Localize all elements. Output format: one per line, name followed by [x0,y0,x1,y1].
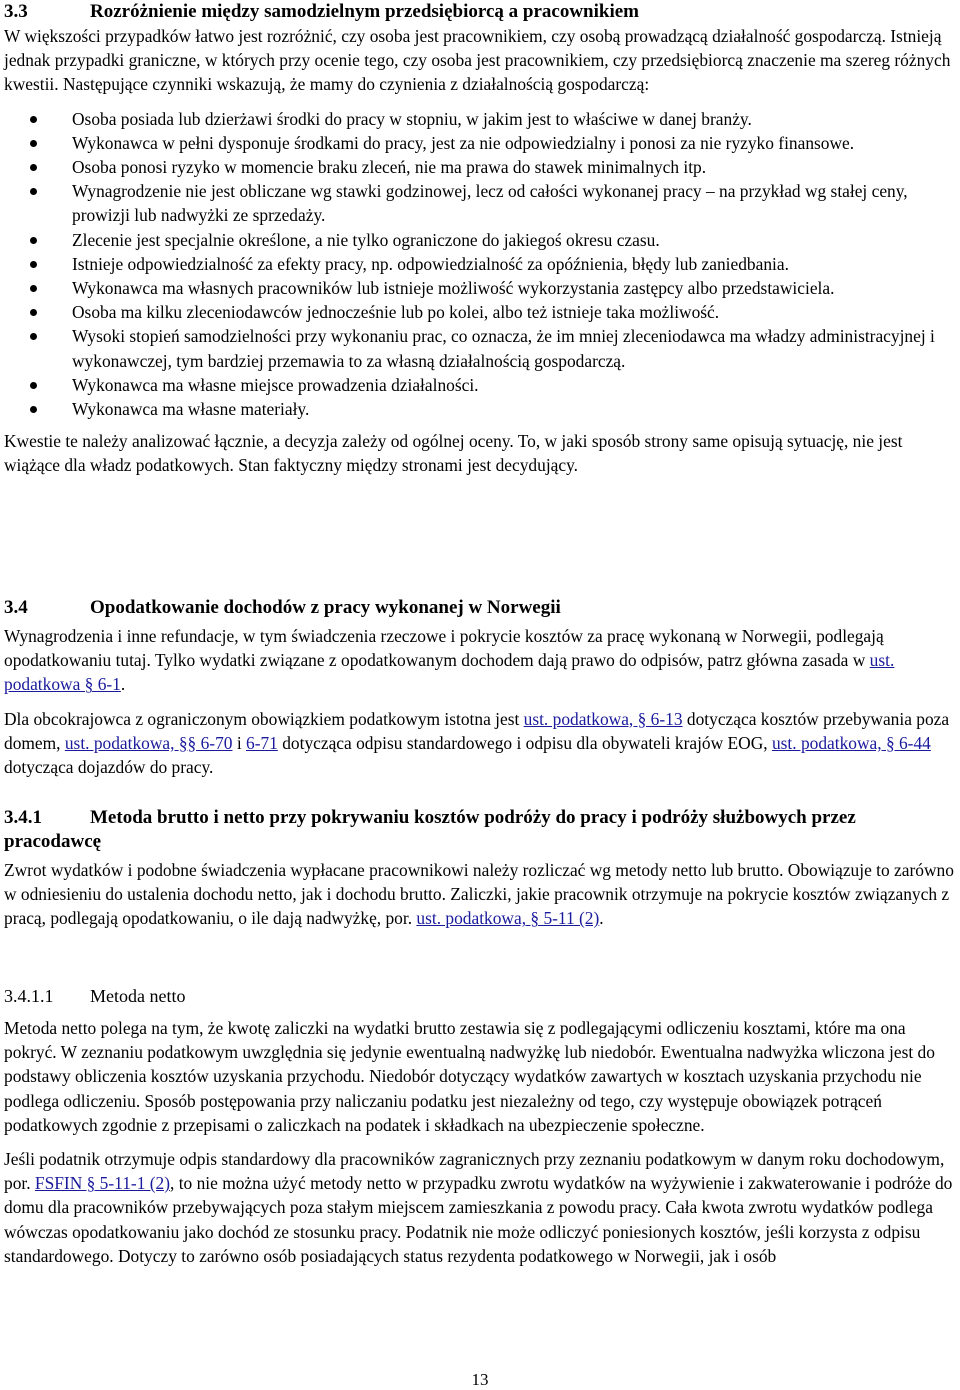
heading-title: Metoda brutto i netto przy pokrywaniu kosztów podróży do pracy i podróży służbowych przez pracodawcę [4,807,856,852]
section-3-4-1 [4,806,956,931]
paragraph-text: , to nie można użyć metody netto w przypadku zwrotu wydatków na wyżywienie i zakwaterowanie i podróże do domu dla pracowników przebywających poza stałym miejscem zamieszkania z powodu pracy. Cała kwota zwrotu wydatków podlega wówczas opodatkowaniu jako dochód ze stosunku pracy. Podatnik nie może odliczyć poniesionych kosztów, jeśli korzysta z odpisu standardowego. Dotyczy to zarówno osób posiadających status rezydenta podatkowego w Norwegii, jak i osób [4,1173,953,1266]
paragraph-brutto-netto [4,858,956,931]
paragraph-text: Wynagrodzenia i inne refundacje, w tym świadczenia rzeczowe i pokrycie kosztów za pracę wykonaną w Norwegii, podlegają opodatkowaniu tutaj. Tylko wydatki związane z opodatkowanym dochodem dają prawo do odpisów, patrz główna zasada w [4,626,884,671]
heading-title: Rozróżnienie między samodzielnym przedsiębiorcą a pracownikiem [90,1,639,22]
link-fsfin-5-11-1[interactable]: FSFIN § 5-11-1 (2) [34,1173,171,1194]
heading-number: 3.4 [4,597,28,618]
heading-3-4-1-1 [4,984,956,1008]
link-ust-6-44[interactable]: ust. podatkowa, § 6-44 [771,732,931,753]
factors-list [4,107,956,422]
paragraph-netto-method: Metoda netto polega na tym, że kwotę zaliczki na wydatki brutto zestawia się z podlegającymi odliczeniu kosztami, które ma ona pokryć. W zeznaniu podatkowym uwzględnia się jedynie ewentualną nadwyżkę lub niedobór. Ewentualna nadwyżka wliczona jest do podstawy obliczenia kosztów uzyskania przychodu. Niedobór dotyczący wydatków zawartych w kosztach uzyskania przychodu nie podlega odliczeniu. Sposób postępowania przy naliczaniu podatku jest niezależny od tego, czy występuje obowiązek potrąceń podatkowych zgodnie z przepisami o zaliczkach na podatek i składkach na ubezpieczenie społeczne. [4,1018,935,1135]
paragraph-foreigner [4,707,956,780]
section-3-4 [4,596,956,779]
paragraph-text: i [232,732,246,753]
paragraph-text: Jeśli podatnik otrzymuje odpis standardowy dla pracowników zagranicznych przy zeznaniu podatkowym w danym roku dochodowym, por. [4,1149,945,1194]
paragraph-text: . [599,908,604,929]
intro-text-a: W większości przypadków łatwo jest rozróżnić, czy osoba jest pracownikiem, czy osobą prowadzącą działalność gospodarczą. Istnieją jednak przypadki graniczne, w których przy ocenie tego, czy osoba jest pracownikiem, czy przedsiębiorcą znaczenie ma szereg różnych kwestii. [4,26,951,95]
heading-number: 3.4.1 [4,807,42,828]
list-item: Osoba ponosi ryzyko w momencie braku zleceń, nie ma prawa do stawek minimalnych itp. [4,155,956,179]
list-item: Zlecenie jest specjalnie określone, a nie tylko ograniczone do jakiegoś okresu czasu. [4,228,956,252]
heading-3-3 [4,0,956,24]
heading-title: Opodatkowanie dochodów z pracy wykonanej w Norwegii [90,597,561,618]
list-item: Wykonawca ma własne miejsce prowadzenia działalności. [4,373,956,397]
list-item: Wykonawca ma własnych pracowników lub istnieje możliwość wykorzystania zastępcy albo przedstawiciela. [4,276,956,300]
heading-title: Metoda netto [90,986,186,1006]
section-3-3 [4,0,956,478]
paragraph-text: dotycząca kosztów przebywania poza domem, [4,708,950,753]
intro-text-b: Następujące czynniki wskazują, że mamy do czynienia z działalnością gospodarczą: [62,74,650,95]
link-6-71[interactable]: 6-71 [246,732,278,753]
closing-paragraph: Kwestie te należy analizować łącznie, a decyzja zależy od ogólnej oceny. To, w jaki sposób strony same opisują sytuację, nie jest wiążące dla władz podatkowych. Stan faktyczny między stronami jest decydujący. [4,431,903,476]
link-ust-6-70[interactable]: ust. podatkowa, §§ 6-70 [64,732,233,753]
heading-number: 3.3 [4,1,28,22]
page-number: 13 [471,1370,489,1389]
paragraph-text: . [120,674,126,695]
link-ust-6-1[interactable]: ust. podatkowa § 6-1 [4,650,895,695]
section-3-4-1-1 [4,984,956,1268]
paragraph-standard-deduction [4,1147,956,1268]
intro-paragraph [4,24,956,97]
heading-3-4-1 [4,806,956,854]
link-ust-6-13[interactable]: ust. podatkowa, § 6-13 [523,708,683,729]
list-item: Wynagrodzenie nie jest obliczane wg stawki godzinowej, lecz od całości wykonanej pracy – na przykład wg stałej ceny, prowizji lub nadwyżki ze sprzedaży. [4,179,956,227]
paragraph-text: Dla obcokrajowca z ograniczonym obowiązkiem podatkowym istotna jest [4,708,524,729]
heading-3-4 [4,596,956,620]
link-ust-5-11[interactable]: ust. podatkowa, § 5-11 (2) [416,908,600,929]
list-item: Istnieje odpowiedzialność za efekty pracy, np. odpowiedzialność za opóźnienia, błędy lub zaniedbania. [4,252,956,276]
list-item: Osoba ma kilku zleceniodawców jednocześnie lub po kolei, albo też istnieje taka możliwość. [4,300,956,324]
paragraph-text: Zwrot wydatków i podobne świadczenia wypłacane pracownikowi należy rozliczać wg metody netto lub brutto. Obowiązuje to zarówno w odniesieniu do ustalenia dochodu netto, jak i dochodu brutto. Zaliczki, jakie pracownik otrzymuje na pokrycie kosztów związanych z pracą, podlegają opodatkowaniu, o ile dają nadwyżkę, por. [4,860,954,929]
paragraph-taxation [4,624,956,697]
heading-number: 3.4.1.1 [4,986,54,1006]
paragraph-text: dotycząca dojazdów do pracy. [4,757,214,778]
list-item: Osoba posiada lub dzierżawi środki do pracy w stopniu, w jakim jest to właściwe w danej branży. [4,107,956,131]
list-item: Wysoki stopień samodzielności przy wykonaniu prac, co oznacza, że im mniej zleceniodawca ma władzy administracyjnej i wykonawczej, tym bardziej przemawia to za własną działalnością gospodarczą. [4,324,956,372]
list-item: Wykonawca w pełni dysponuje środkami do pracy, jest za nie odpowiedzialny i ponosi za nie ryzyko finansowe. [4,131,956,155]
list-item: Wykonawca ma własne materiały. [4,397,956,421]
paragraph-text: dotycząca odpisu standardowego i odpisu dla obywateli krajów EOG, [277,732,772,753]
